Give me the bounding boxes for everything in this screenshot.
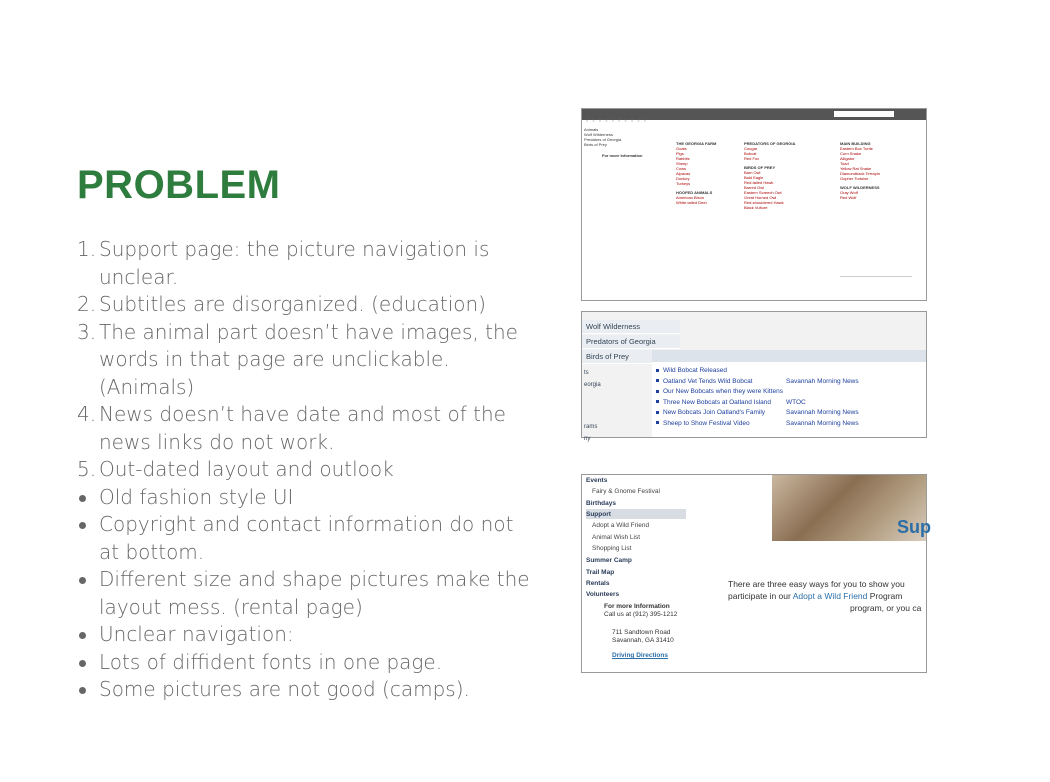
animal-link[interactable]: Gopher Tortoise bbox=[840, 176, 869, 181]
bullet-icon bbox=[79, 577, 86, 584]
issue-item bbox=[77, 401, 537, 456]
animal-link[interactable]: Rabbits bbox=[676, 156, 690, 161]
bullet-icon bbox=[656, 411, 659, 414]
nav-fragment: eorgia bbox=[584, 382, 601, 388]
adopt-link[interactable]: Adopt a Wild Friend bbox=[792, 591, 868, 601]
column-heading: MAIN BUILDING bbox=[840, 141, 871, 146]
issue-item bbox=[77, 676, 537, 704]
animal-link[interactable]: Bobcat bbox=[744, 151, 757, 156]
info-phone: Call us at (912) 395-1212 bbox=[604, 611, 678, 618]
issue-text: News doesn’t have date and most of the news links do not work. bbox=[99, 402, 506, 454]
animal-link[interactable]: Cougar bbox=[744, 146, 758, 151]
bullet-icon bbox=[79, 687, 86, 694]
issue-text: Subtitles are disorganized. (education) bbox=[99, 292, 486, 316]
animal-link[interactable]: Toad bbox=[840, 161, 849, 166]
bullet-icon bbox=[656, 400, 659, 403]
bullet-icon bbox=[79, 522, 86, 529]
animal-link[interactable]: Eastern Screech Owl bbox=[744, 190, 782, 195]
sidebar-item[interactable]: Events bbox=[586, 477, 608, 484]
issue-item bbox=[77, 566, 537, 621]
animal-link[interactable]: Red-tailed Hawk bbox=[744, 180, 774, 185]
animal-link[interactable]: Cows bbox=[676, 166, 687, 171]
slide-title: PROBLEM bbox=[77, 163, 281, 207]
bullet-icon bbox=[79, 495, 86, 502]
animal-link[interactable]: Alligator bbox=[840, 156, 855, 161]
bullet-icon bbox=[656, 390, 659, 393]
sidebar-item[interactable]: Support bbox=[586, 511, 611, 518]
issue-item bbox=[77, 291, 537, 319]
sidebar-item[interactable]: Predators of Georgia bbox=[584, 137, 622, 142]
column-heading: THE GEORGIA FARM bbox=[676, 141, 717, 146]
support-paragraph-line-3: program, or you ca bbox=[850, 603, 922, 613]
column-heading: WOLF WILDERNESS bbox=[840, 185, 880, 190]
support-paragraph-line-1: There are three easy ways for you to show you bbox=[728, 579, 905, 589]
sidebar-item[interactable]: Summer Camp bbox=[586, 557, 632, 564]
issue-number: 4. bbox=[77, 402, 97, 426]
info-address-2: Savannah, GA 31410 bbox=[612, 637, 674, 644]
sidebar-item[interactable]: Rentals bbox=[586, 580, 610, 587]
news-source: Savannah Morning News bbox=[786, 409, 859, 416]
issue-text: Out-dated layout and outlook bbox=[99, 457, 394, 481]
issue-text: Unclear navigation: bbox=[99, 622, 294, 646]
sidebar-item[interactable]: Trail Map bbox=[586, 569, 615, 576]
sidebar-item[interactable]: Fairy & Gnome Festival bbox=[592, 488, 660, 495]
animal-link[interactable]: Red Fox bbox=[744, 156, 760, 161]
issue-text: Some pictures are not good (camps). bbox=[99, 677, 470, 701]
news-link[interactable]: Three New Bobcats at Oatland Island bbox=[656, 398, 771, 408]
support-heading: Sup bbox=[897, 517, 931, 537]
animal-link[interactable]: Diamondback Terrapin bbox=[840, 171, 880, 176]
animal-link[interactable]: Black Vulture bbox=[744, 205, 768, 210]
nav-fragment: ny bbox=[584, 436, 591, 442]
search-box bbox=[834, 111, 894, 117]
bullet-icon bbox=[656, 369, 659, 372]
issue-text: Different size and shape pictures make the layout mess. (rental page) bbox=[99, 567, 530, 619]
animal-link[interactable]: Barred Owl bbox=[744, 185, 765, 190]
support-paragraph-line-2: participate in our Adopt a Wild Friend Program bbox=[728, 591, 903, 601]
animal-link[interactable]: Turkeys bbox=[676, 181, 691, 186]
animal-link[interactable]: Eastern Box Turtle bbox=[840, 146, 873, 151]
issue-item bbox=[77, 649, 537, 677]
nav-fragment: rams bbox=[584, 424, 598, 430]
issues-list bbox=[77, 236, 537, 704]
issue-text: Old fashion style UI bbox=[99, 484, 294, 509]
issue-number: 5. bbox=[77, 457, 97, 481]
animal-link[interactable]: Pigs bbox=[676, 151, 684, 156]
sidebar-item[interactable]: Animal Wish List bbox=[592, 534, 641, 541]
animal-column bbox=[744, 141, 795, 210]
animal-link[interactable]: American Bison bbox=[676, 195, 705, 200]
issue-number: 3. bbox=[77, 319, 97, 344]
nav-bar: ■ ■ ■ ■ ■ ■ ■ ■ ■ ■ bbox=[582, 109, 926, 120]
contact-title: For more Information bbox=[602, 153, 643, 158]
animal-link[interactable]: Donkey bbox=[676, 176, 690, 181]
sidebar-item[interactable]: Shopping List bbox=[592, 545, 632, 552]
issue-number: 2. bbox=[77, 292, 97, 316]
issue-item bbox=[77, 484, 537, 512]
issue-item bbox=[77, 456, 537, 484]
nav-item[interactable]: Wolf Wilderness bbox=[582, 320, 680, 334]
animal-link[interactable]: Sheep bbox=[676, 161, 688, 166]
screenshot-news-page bbox=[581, 311, 927, 442]
animal-link[interactable]: Alpacas bbox=[676, 171, 691, 176]
news-link[interactable]: Wild Bobcat Released bbox=[656, 366, 727, 376]
issue-number: 1. bbox=[77, 237, 97, 261]
animal-link[interactable]: Barn Owl bbox=[744, 170, 761, 175]
nav-fragment: ts bbox=[584, 370, 589, 376]
bullet-icon bbox=[79, 660, 86, 667]
animal-link[interactable]: Corn Snake bbox=[840, 151, 862, 156]
news-link[interactable]: Sheep to Show Festival Video bbox=[656, 419, 750, 429]
sidebar-item[interactable]: Volunteers bbox=[586, 591, 620, 598]
column-heading: BIRDS OF PREY bbox=[744, 165, 776, 170]
issue-item bbox=[77, 236, 537, 291]
screenshot-animals-page bbox=[581, 108, 927, 301]
bullet-icon bbox=[656, 379, 659, 382]
issue-text: The animal part doesn’t have images, the words in that page are unclickable. (Animals) bbox=[99, 319, 518, 399]
nav-item[interactable]: Predators of Georgia bbox=[582, 335, 680, 349]
issue-item bbox=[77, 319, 537, 402]
animals-sidebar bbox=[584, 127, 646, 147]
info-address-1: 711 Sandtown Road bbox=[612, 629, 671, 636]
screenshot-support-page bbox=[581, 474, 931, 673]
driving-directions-link[interactable]: Driving Directions bbox=[612, 652, 668, 659]
sidebar-item[interactable]: Birds of Prey bbox=[584, 142, 607, 147]
sidebar-item[interactable]: Wolf Wilderness bbox=[584, 132, 613, 137]
animal-link[interactable]: Red Wolf bbox=[840, 195, 857, 200]
issue-text: Copyright and contact information do not at bottom. bbox=[99, 512, 514, 564]
news-link[interactable]: Our New Bobcats when they were Kittens bbox=[656, 387, 783, 397]
animal-link[interactable]: Bald Eagle bbox=[744, 175, 764, 180]
divider bbox=[840, 276, 912, 277]
sidebar-item[interactable]: Animals bbox=[584, 127, 599, 132]
column-heading: HOOFED ANIMALS bbox=[676, 190, 713, 195]
news-source: Savannah Morning News bbox=[786, 377, 859, 385]
animal-column bbox=[676, 141, 716, 205]
column-heading: PREDATORS OF GEORGIA bbox=[744, 141, 796, 146]
info-title: For more Information bbox=[604, 603, 670, 610]
nav-item[interactable]: Birds of Prey bbox=[582, 350, 680, 364]
animal-link[interactable]: White-tailed Deer bbox=[676, 200, 707, 205]
issue-item bbox=[77, 511, 537, 566]
animal-link[interactable]: Great Horned Owl bbox=[744, 195, 777, 200]
bullet-icon bbox=[79, 632, 86, 639]
issue-text: Support page: the picture navigation is unclear. bbox=[99, 237, 490, 289]
news-source: Savannah Morning News bbox=[786, 419, 859, 427]
issue-item bbox=[77, 621, 537, 649]
issue-text: Lots of diffident fonts in one page. bbox=[99, 649, 443, 674]
news-panel-header bbox=[652, 350, 926, 362]
sidebar-item[interactable]: Birthdays bbox=[586, 500, 616, 507]
animal-link[interactable]: Yellow Rat Snake bbox=[840, 166, 872, 171]
sidebar-item[interactable]: Adopt a Wild Friend bbox=[592, 522, 650, 529]
animal-column bbox=[840, 141, 880, 200]
animal-link[interactable]: Gray Wolf bbox=[840, 190, 858, 195]
news-link[interactable]: New Bobcats Join Oatland's Family bbox=[656, 408, 765, 418]
news-link[interactable]: Oatland Vet Tends Wild Bobcat bbox=[656, 377, 753, 387]
animal-link[interactable]: Red-shouldered Hawk bbox=[744, 200, 784, 205]
bullet-icon bbox=[656, 421, 659, 424]
animal-link[interactable]: Goats bbox=[676, 146, 687, 151]
news-source: WTOC bbox=[786, 398, 806, 406]
